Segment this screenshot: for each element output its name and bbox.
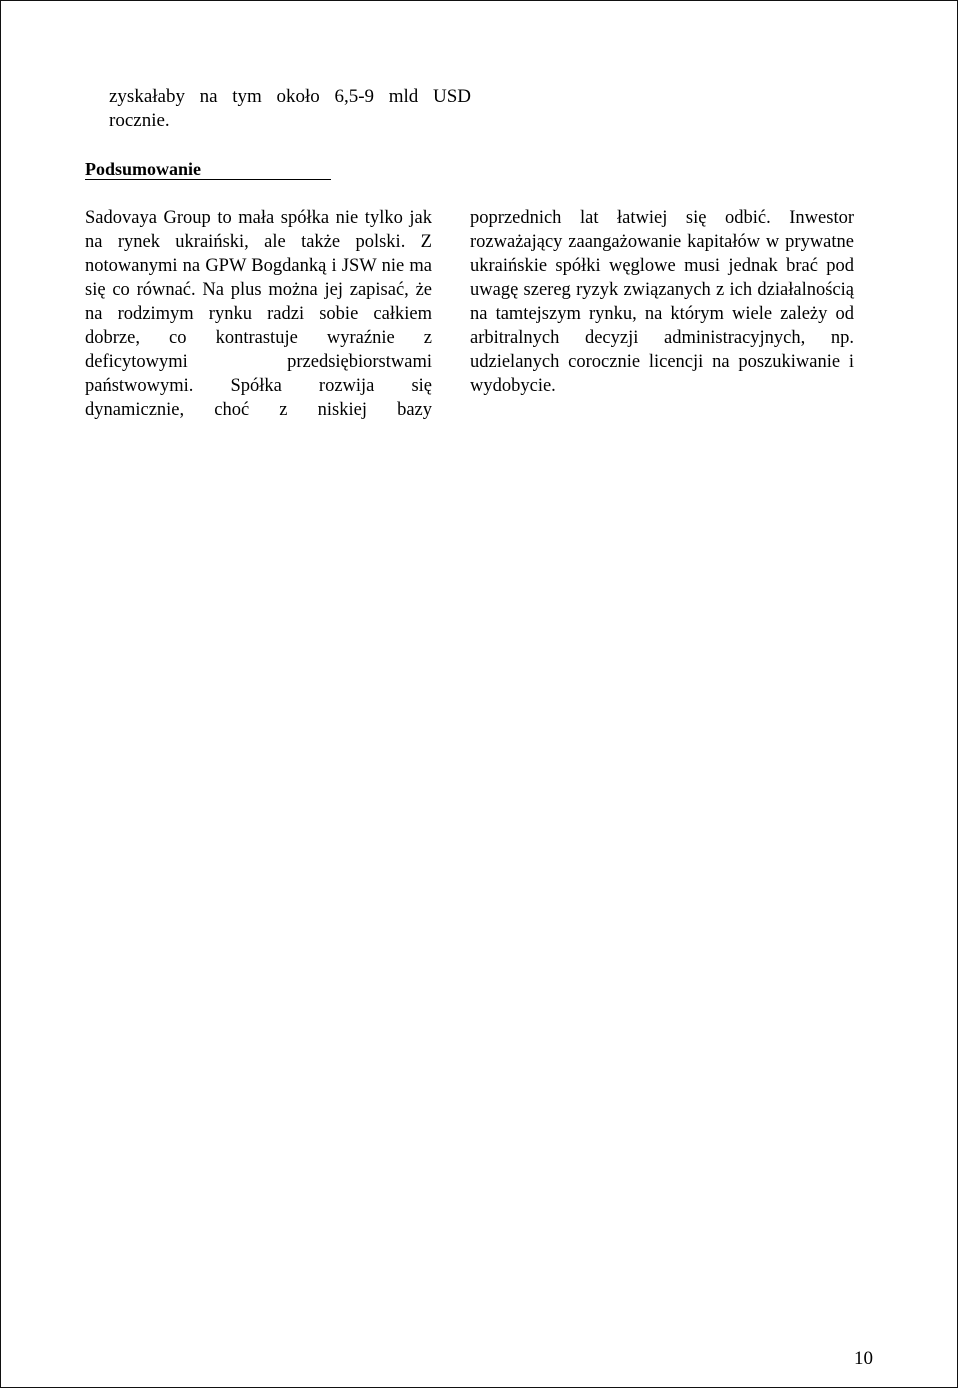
left-column <box>85 206 432 422</box>
left-column-paragraph: Sadovaya Group to mała spółka nie tylko jak na rynek ukraiński, ale także polski. Z notowanymi na GPW Bogdanką i JSW nie ma się co równać. Na plus można jej zapisać, że na rodzimym rynku radzi sobie całkiem dobrze, co kontrastuje wyraźnie z deficytowymi przedsiębiorstwami państwowymi. Spółka rozwija się dynamicznie, choć z niskiej bazy <box>85 208 432 420</box>
right-column-paragraph: poprzednich lat łatwiej się odbić. Inwestor rozważający zaangażowanie kapitałów w prywatne ukraińskie spółki węglowe musi jednak brać pod uwagę szereg ryzyk związanych z ich działalnością na tamtejszym rynku, na którym wiele zależy od arbitralnych decyzji administracyjnych, np. udzielanych corocznie licencji na poszukiwanie i wydobycie. <box>470 208 854 396</box>
intro-paragraph: zyskałaby na tym około 6,5-9 mld USD rocznie. <box>109 86 471 131</box>
section-heading: Podsumowanie <box>85 157 331 180</box>
right-column <box>470 206 854 398</box>
page-number: 10 <box>854 1348 873 1369</box>
